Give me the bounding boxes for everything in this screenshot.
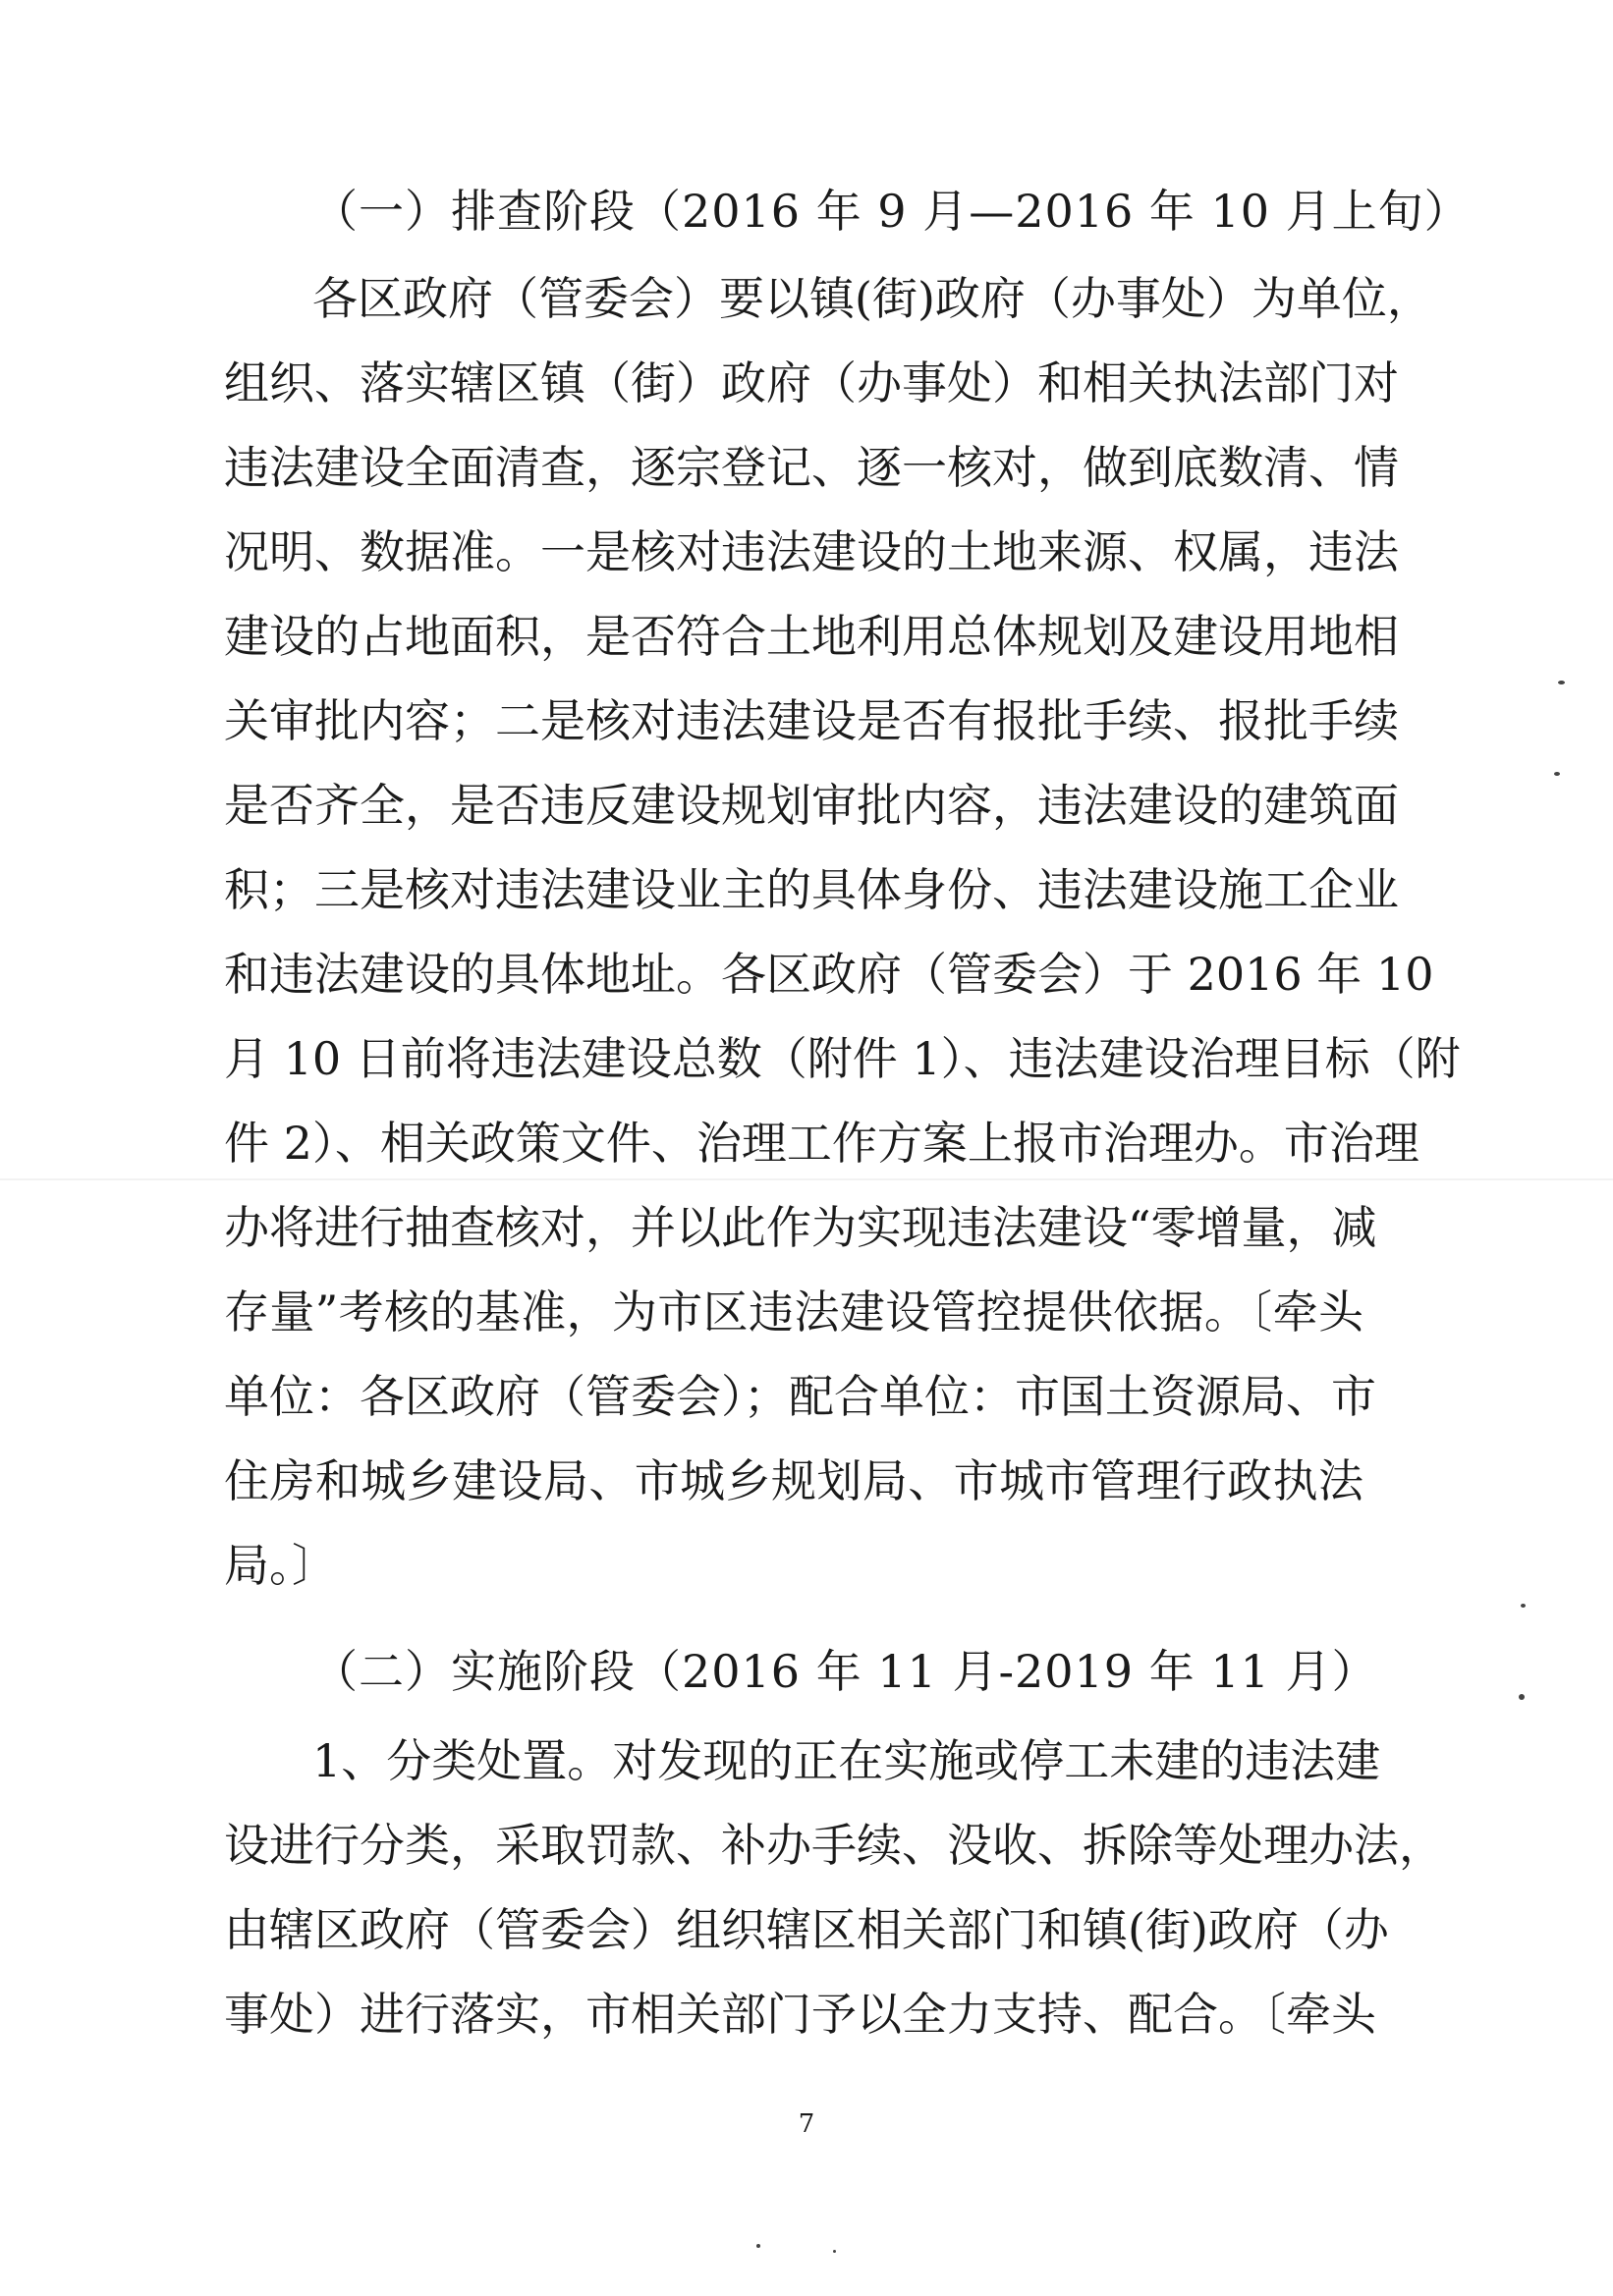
section1-line-15: 住房和城乡建设局、市城乡规划局、市城市管理行政执法 [224,1454,1363,1507]
section1-line-9: 和违法建设的具体地址。各区政府（管委会）于 2016 年 10 [224,948,1434,1001]
scan-speck [833,2250,836,2253]
scan-speck [1558,681,1565,684]
section1-line-11: 件 2）、相关政策文件、治理工作方案上报市治理办。市治理 [224,1117,1419,1170]
section2-heading: （二）实施阶段（2016 年 11 月-2019 年 11 月） [312,1645,1378,1698]
section1-line-14: 单位：各区政府（管委会）；配合单位：市国土资源局、市 [224,1370,1376,1423]
section1-line-13: 存量”考核的基准，为市区违法建设管控提供依据。〔牵头 [224,1285,1363,1339]
scan-speck [1554,772,1560,776]
section1-line-6: 关审批内容；二是核对违法建设是否有报批手续、报批手续 [224,694,1399,747]
scan-speck [756,2244,760,2248]
section2-line-1: 1、分类处置。对发现的正在实施或停工未建的违法建 [312,1734,1381,1787]
scan-speck [1519,1694,1525,1700]
section1-line-12: 办将进行抽查核对，并以此作为实现违法建设“零增量，减 [224,1201,1377,1254]
section1-line-10: 月 10 日前将违法建设总数（附件 1）、违法建设治理目标（附 [224,1032,1461,1085]
scan-fold-line [0,1178,1613,1180]
section1-line-16: 局。〕 [224,1539,337,1592]
section1-heading: （一）排查阶段（2016 年 9 月—2016 年 10 月上旬） [312,185,1471,238]
section1-line-7: 是否齐全，是否违反建设规划审批内容，违法建设的建筑面 [224,779,1399,832]
section1-line-5: 建设的占地面积，是否符合土地利用总体规划及建设用地相 [224,610,1399,663]
section1-line-4: 况明、数据准。一是核对违法建设的土地来源、权属，违法 [224,525,1399,578]
scan-speck [1521,1604,1526,1608]
section2-line-2: 设进行分类，采取罚款、补办手续、没收、拆除等处理办法， [224,1819,1444,1872]
section1-line-3: 违法建设全面清查，逐宗登记、逐一核对，做到底数清、情 [224,441,1399,494]
section1-line-1: 各区政府（管委会）要以镇(街)政府（办事处）为单位， [312,272,1432,325]
section2-line-4: 事处）进行落实，市相关部门予以全力支持、配合。〔牵头 [224,1988,1376,2041]
section2-line-3: 由辖区政府（管委会）组织辖区相关部门和镇(街)政府（办 [224,1903,1389,1956]
section1-line-8: 积；三是核对违法建设业主的具体身份、违法建设施工企业 [224,863,1399,916]
section1-line-2: 组织、落实辖区镇（街）政府（办事处）和相关执法部门对 [224,356,1399,410]
page-number: 7 [798,2109,815,2139]
